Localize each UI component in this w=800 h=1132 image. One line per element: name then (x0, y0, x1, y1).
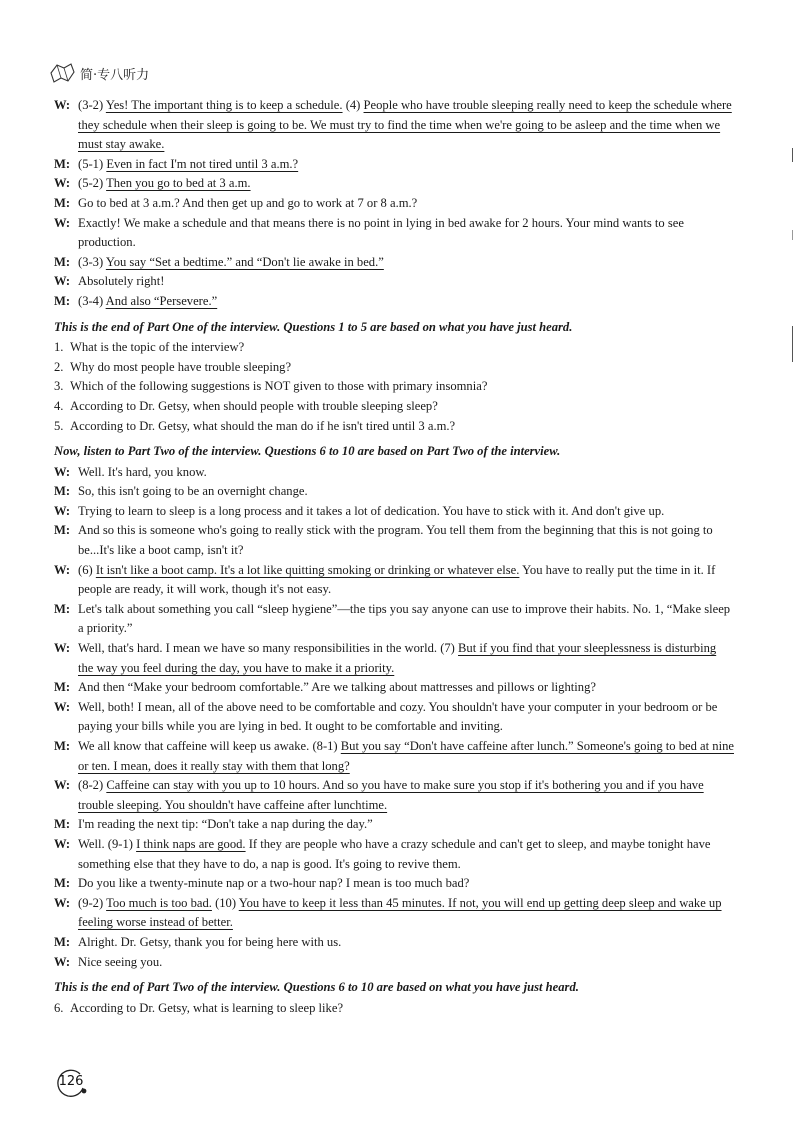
speaker-label: W: (54, 176, 71, 191)
dialogue-line (54, 96, 734, 155)
dialogue-line (54, 561, 734, 600)
question-number: 5. (54, 418, 64, 433)
transcript-part2 (54, 463, 734, 972)
text-segment: (3-4) (78, 293, 106, 308)
speaker-label: W: (54, 699, 71, 714)
question-number: 4. (54, 398, 64, 413)
end-part1-heading: This is the end of Part One of the interview. Questions 1 to 5 are based on what you have just heard. (54, 319, 573, 334)
questions-part1 (54, 338, 734, 436)
question-text: Why do most people have trouble sleeping? (70, 359, 292, 374)
speaker-label: W: (54, 464, 71, 479)
dialogue-text (78, 835, 734, 874)
text-segment: (6) (78, 562, 96, 577)
text-segment: We all know that caffeine will keep us awake. (8-1) (78, 739, 341, 753)
text-segment: And so this is someone who's going to really stick with the program. You tell them from the beginning that this is not going to be...It's like a boot camp, isn't it? (78, 523, 713, 558)
dialogue-text (78, 502, 734, 522)
dialogue-text (78, 600, 734, 639)
speaker-label: M: (54, 156, 71, 171)
underlined-answer-text: But if you find that your sleeplessness is disturbing the way you feel during the day, you have to make it a priority. (78, 641, 717, 675)
question-text: What is the topic of the interview? (70, 340, 245, 355)
underlined-answer-text: Yes! The important thing is to keep a schedule. (105, 98, 343, 112)
text-segment: Well. It's hard, you know. (78, 464, 207, 479)
dialogue-line (54, 953, 734, 973)
dialogue-text (78, 776, 734, 815)
dialogue-text (78, 894, 734, 933)
dialogue-line (54, 194, 734, 214)
question-item (54, 397, 734, 417)
dialogue-text (78, 292, 734, 312)
header-title: 简·专八听力 (80, 67, 150, 83)
dialogue-text (78, 933, 734, 953)
underlined-answer-text: I think naps are good. (136, 836, 246, 851)
dialogue-text (78, 155, 734, 175)
dialogue-line (54, 521, 734, 560)
question-number: 6. (54, 1000, 64, 1015)
dialogue-line (54, 698, 734, 737)
text-segment: So, this isn't going to be an overnight change. (78, 484, 308, 499)
text-segment: And then “Make your bedroom comfortable.” Are we talking about mattresses and pillows or lighting? (78, 680, 596, 695)
dialogue-text (78, 815, 734, 835)
dialogue-line (54, 835, 734, 874)
dialogue-text (78, 521, 734, 560)
speaker-label: M: (54, 293, 71, 308)
dialogue-text (78, 194, 734, 214)
margin-mark (792, 148, 793, 162)
transcript-part1-tail (54, 96, 734, 312)
text-segment: Absolutely right! (78, 274, 165, 289)
speaker-label: M: (54, 601, 71, 616)
question-text: According to Dr. Getsy, what is learning to sleep like? (70, 1000, 344, 1015)
underlined-answer-text: And also “Persevere.” (105, 293, 218, 308)
text-segment: (5-2) (78, 176, 107, 191)
dialogue-line (54, 174, 734, 194)
page-number-badge (54, 1066, 88, 1100)
dialogue-line (54, 600, 734, 639)
speaker-label: W: (54, 954, 71, 969)
text-segment: Well, that's hard. I mean we have so many responsibilities in the world. (7) (78, 641, 459, 656)
dialogue-text (78, 698, 734, 737)
underlined-answer-text: Even in fact I'm not tired until 3 a.m.? (106, 156, 299, 171)
text-segment: Exactly! We make a schedule and that means there is no point in lying in bed awake for 2 hours. Your mind wants to see production. (78, 215, 684, 250)
question-item (54, 417, 734, 437)
part2-heading: Now, listen to Part Two of the interview. Questions 6 to 10 are based on Part Two of the interview. (54, 444, 561, 459)
underlined-answer-text: Then you go to bed at 3 a.m. (106, 176, 251, 191)
text-segment: Trying to learn to sleep is a long process and it takes a lot of dedication. You have to stick with it. And don't give up. (78, 503, 665, 518)
end-part2-heading: This is the end of Part Two of the interview. Questions 6 to 10 are based on what you have just heard. (54, 980, 579, 995)
text-segment: (3-2) (78, 98, 106, 112)
margin-mark (792, 230, 793, 240)
speaker-label: W: (54, 836, 71, 851)
question-item (54, 999, 734, 1019)
dialogue-line (54, 502, 734, 522)
speaker-label: W: (54, 641, 71, 656)
book-logo-icon (48, 62, 76, 84)
dialogue-line (54, 463, 734, 483)
question-number: 3. (54, 379, 64, 394)
speaker-label: M: (54, 934, 71, 949)
text-segment: Well, both! I mean, all of the above need to be comfortable and cozy. You shouldn't have your computer in your bedroom or be paying your bills while you are lying in bed. It ought to be comfortable and inviting. (78, 699, 718, 734)
text-segment: Nice seeing you. (78, 954, 163, 969)
text-segment: If they are people who have a crazy schedule and can't get to sleep, and maybe tonight have something else that they have to do, a nap is good. It's going to revive them. (78, 836, 711, 871)
text-segment: I'm reading the next tip: “Don't take a nap during the day.” (78, 817, 373, 832)
dialogue-line (54, 678, 734, 698)
text-segment: (10) (211, 895, 239, 910)
speaker-label: M: (54, 523, 71, 538)
dialogue-line (54, 155, 734, 175)
dialogue-text (78, 214, 734, 253)
question-text: Which of the following suggestions is NOT given to those with primary insomnia? (70, 379, 488, 394)
speaker-label: W: (54, 562, 71, 577)
speaker-label: M: (54, 680, 71, 695)
text-segment: Alright. Dr. Getsy, thank you for being here with us. (78, 934, 342, 949)
dialogue-text (78, 953, 734, 973)
question-number: 1. (54, 340, 64, 355)
dialogue-text (78, 737, 734, 776)
text-segment: (4) (342, 98, 364, 112)
speaker-label: M: (54, 484, 71, 499)
dialogue-line (54, 272, 734, 292)
speaker-label: M: (54, 876, 71, 891)
text-segment: You have to really put the time in it. If people are ready, it will work, though it's not easy. (78, 562, 716, 597)
text-segment: (3-3) (78, 254, 106, 269)
dialogue-text (78, 561, 734, 600)
dialogue-line (54, 894, 734, 933)
underlined-answer-text: Too much is too bad. (106, 895, 212, 910)
dialogue-line (54, 482, 734, 502)
question-item (54, 377, 734, 397)
dialogue-text (78, 639, 734, 678)
underlined-answer-text: It isn't like a boot camp. It's a lot like quitting smoking or drinking or whatever else. (95, 562, 520, 577)
dialogue-line (54, 776, 734, 815)
question-text: According to Dr. Getsy, when should people with trouble sleeping sleep? (70, 398, 438, 413)
speaker-label: W: (54, 778, 71, 793)
text-segment: Well. (9-1) (78, 836, 137, 851)
text-segment: Go to bed at 3 a.m.? And then get up and go to work at 7 or 8 a.m.? (78, 195, 418, 210)
speaker-label: M: (54, 254, 71, 269)
dialogue-text (78, 678, 734, 698)
dialogue-text (78, 874, 734, 894)
question-item (54, 338, 734, 358)
speaker-label: W: (54, 274, 71, 289)
running-header (48, 62, 149, 84)
question-number: 2. (54, 359, 64, 374)
dialogue-line (54, 292, 734, 312)
dialogue-line (54, 639, 734, 678)
page-number: 126 (58, 1074, 84, 1089)
dialogue-line (54, 737, 734, 776)
text-segment: (5-1) (78, 156, 107, 171)
speaker-label: M: (54, 817, 71, 832)
text-segment: Do you like a twenty-minute nap or a two-hour nap? I mean is too much bad? (78, 876, 470, 891)
speaker-label: W: (54, 98, 71, 112)
dialogue-text (78, 482, 734, 502)
underlined-answer-text: People who have trouble sleeping really need to keep the schedule where they schedule when their sleep is going to be. We must try to find the time when we're going to be asleep and the time when we must stay awake. (78, 98, 732, 152)
dialogue-line (54, 933, 734, 953)
speaker-label: W: (54, 503, 71, 518)
dialogue-line (54, 874, 734, 894)
text-segment: Let's talk about something you call “sleep hygiene”—the tips you say anyone can use to improve their habits. No. 1, “Make sleep a priority.” (78, 601, 731, 636)
question-text: According to Dr. Getsy, what should the man do if he isn't tired until 3 a.m.? (70, 418, 456, 433)
margin-mark (792, 326, 793, 362)
text-segment: (9-2) (78, 895, 107, 910)
questions-part2 (54, 999, 734, 1019)
dialogue-text (78, 174, 734, 194)
dialogue-text (78, 463, 734, 483)
dialogue-line (54, 815, 734, 835)
dialogue-text (78, 272, 734, 292)
underlined-answer-text: You have to keep it less than 45 minutes. If not, you will end up getting deep sleep and wake up feeling worse instead of better. (78, 895, 722, 930)
underlined-answer-text: Caffeine can stay with you up to 10 hours. And so you have to make sure you stop if it's bothering you and if you have trouble sleeping. You shouldn't have caffeine after lunchtime. (78, 778, 704, 812)
speaker-label: M: (54, 739, 71, 753)
speaker-label: W: (54, 215, 71, 230)
dialogue-line (54, 253, 734, 273)
dialogue-line (54, 214, 734, 253)
underlined-answer-text: But you say “Don't have caffeine after lunch.” Someone's going to bed at nine or ten. I mean, does it really stay with them that long? (78, 739, 734, 773)
dialogue-text (78, 253, 734, 273)
dialogue-text (78, 96, 734, 155)
underlined-answer-text: You say “Set a bedtime.” and “Don't lie awake in bed.” (105, 254, 384, 269)
speaker-label: W: (54, 895, 71, 910)
speaker-label: M: (54, 195, 71, 210)
question-item (54, 358, 734, 378)
transcript-body (54, 96, 734, 1018)
text-segment: (8-2) (78, 778, 107, 793)
